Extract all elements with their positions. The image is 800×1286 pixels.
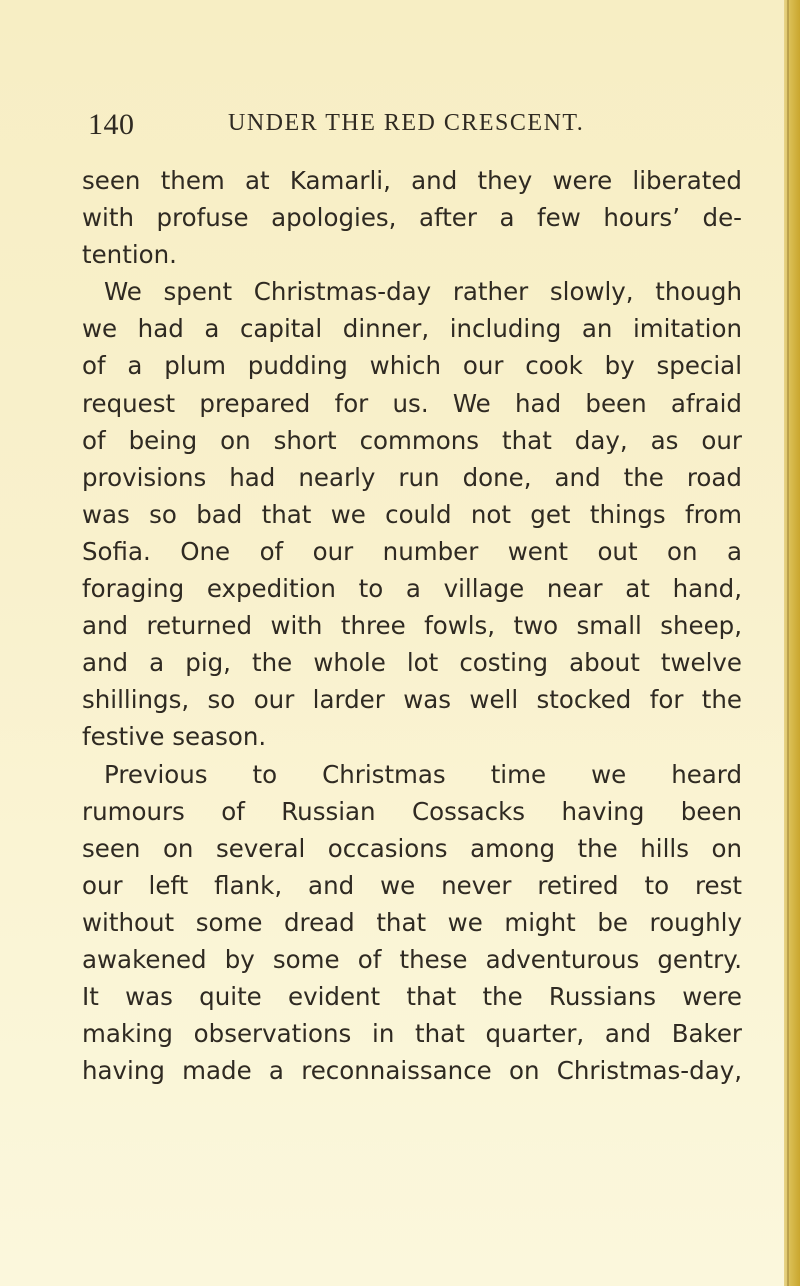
- text-line: provisions had nearly run done, and the road: [82, 462, 742, 492]
- text-line: festive season.: [82, 722, 267, 752]
- text-line: awakened by some of these adventurous gentry.: [82, 944, 742, 974]
- text-line: of a plum pudding which our cook by special: [82, 351, 742, 381]
- text-line: our left flank, and we never retired to rest: [82, 870, 742, 900]
- text-line: tention.: [82, 240, 177, 270]
- page-edge: [784, 0, 800, 1286]
- running-title: UNDER THE RED CRESCENT.: [228, 110, 585, 136]
- text-line: We spent Christmas-day rather slowly, though: [104, 277, 742, 307]
- text-line: was so bad that we could not get things from: [82, 499, 742, 529]
- body-text: [82, 162, 742, 1089]
- text-line: and returned with three fowls, two small sheep,: [82, 611, 742, 641]
- text-line: seen them at Kamarli, and they were liberated: [82, 166, 742, 195]
- running-head: [88, 108, 708, 148]
- text-line: and a pig, the whole lot costing about twelve: [82, 648, 742, 678]
- text-line: without some dread that we might be roughly: [82, 907, 742, 937]
- text-line: seen on several occasions among the hills on: [82, 833, 742, 863]
- text-line: we had a capital dinner, including an imitation: [82, 314, 742, 344]
- text-line: Sofia. One of our number went out on a: [82, 536, 742, 566]
- text-line: It was quite evident that the Russians were: [82, 982, 742, 1012]
- text-line: of being on short commons that day, as our: [82, 425, 742, 455]
- text-line: request prepared for us. We had been afraid: [82, 388, 742, 418]
- text-line: foraging expedition to a village near at hand,: [82, 574, 742, 604]
- text-line: shillings, so our larder was well stocked for the: [82, 685, 742, 715]
- text-line: making observations in that quarter, and Baker: [82, 1019, 742, 1049]
- text-line: having made a reconnaissance on Christmas-day,: [82, 1056, 742, 1086]
- text-line: Previous to Christmas time we heard: [104, 759, 742, 789]
- text-line: with profuse apologies, after a few hours’ de-: [82, 203, 742, 233]
- text-line: rumours of Russian Cossacks having been: [82, 796, 742, 826]
- page-number: 140: [88, 108, 135, 141]
